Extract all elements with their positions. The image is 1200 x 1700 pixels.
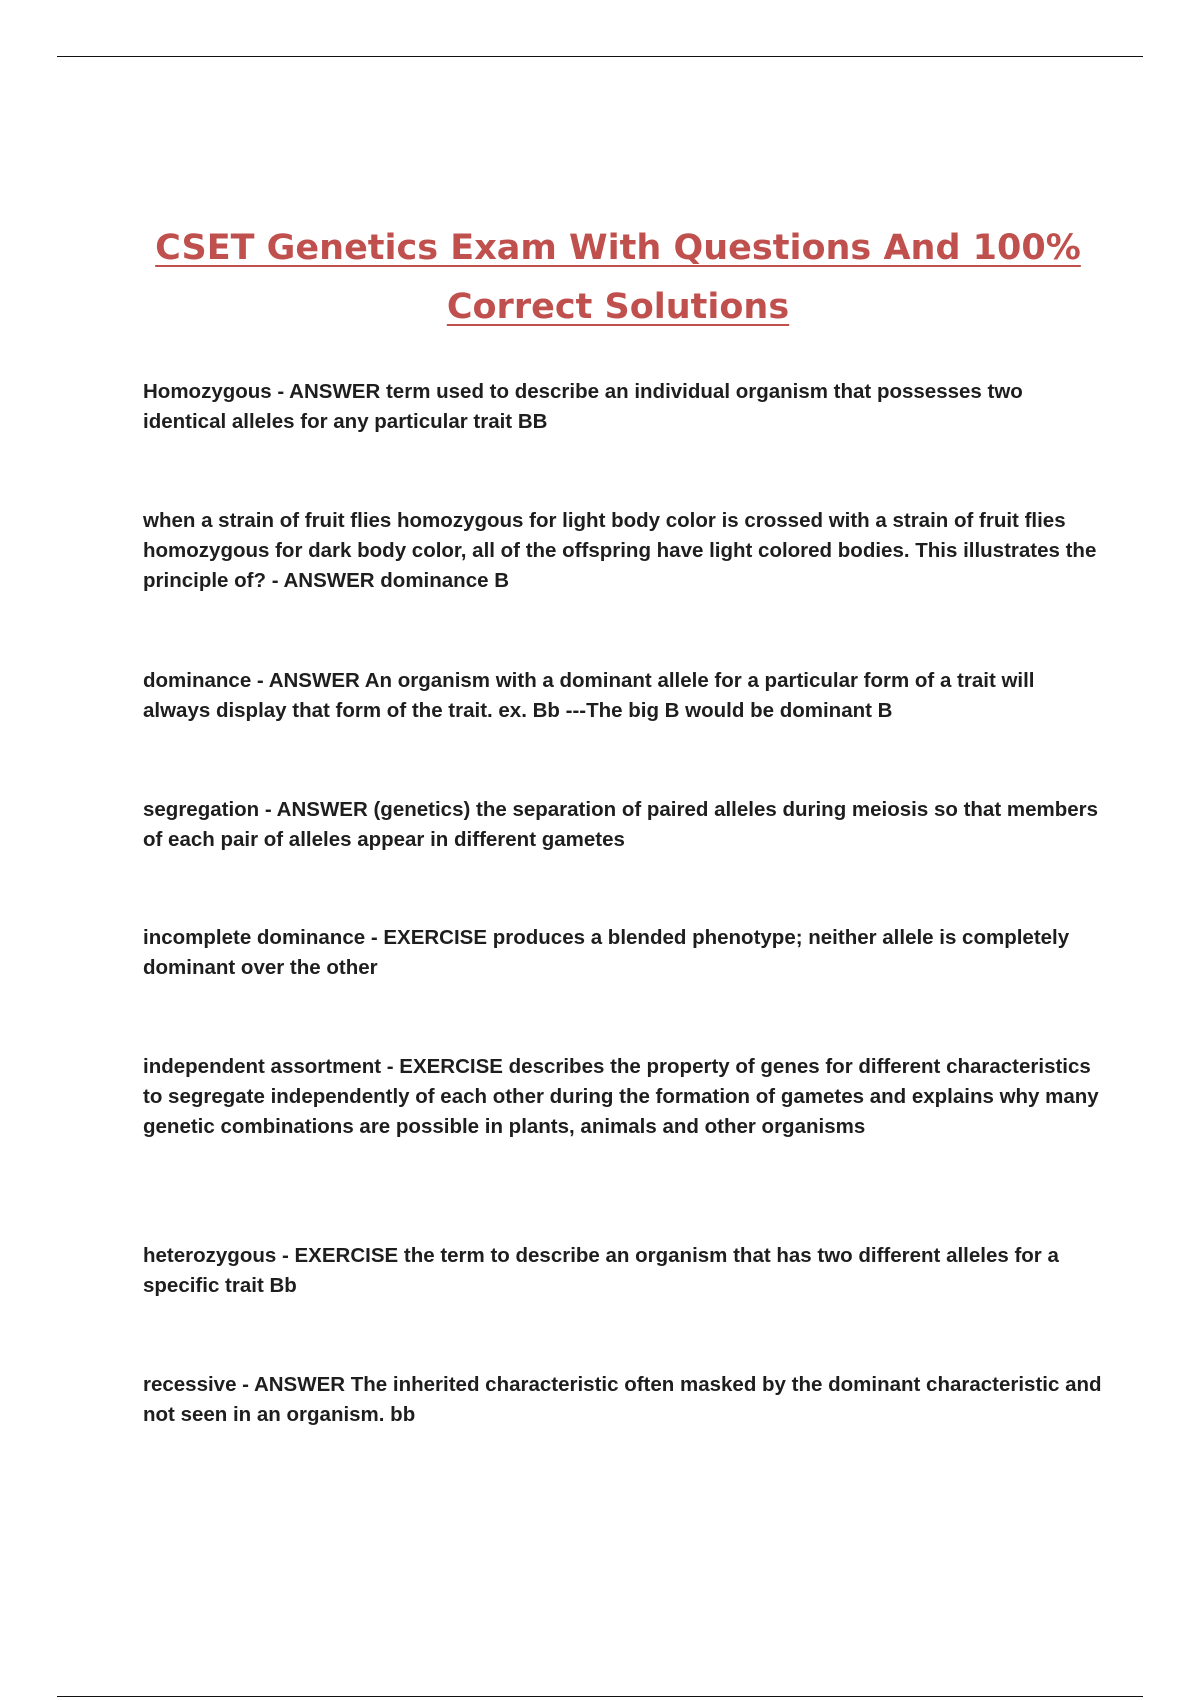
entry-incomplete-dominance <box>143 923 1103 983</box>
entry-label: ANSWER <box>283 569 375 592</box>
entry-text: dominance B <box>380 569 509 592</box>
entry-label: EXERCISE <box>399 1055 503 1078</box>
entry-text: An organism with a dominant allele for a particular form of a trait will always display that form of the trait. ex. Bb ---The big B would be dominant B <box>143 669 1035 722</box>
entry-text: describes the property of genes for different characteristics to segregate independently of each other during the formation of gametes and explains why many genetic combinations are possible in plants, animals and other organisms <box>143 1055 1099 1138</box>
entry-term: Homozygous <box>143 380 272 403</box>
entry-text: (genetics) the separation of paired alleles during meiosis so that members of each pair of alleles appear in different gametes <box>143 798 1099 851</box>
entry-recessive <box>143 1370 1103 1430</box>
entry-separator: - <box>251 669 269 692</box>
entry-text: term used to describe an individual organism that possesses two identical alleles for any particular trait BB <box>143 380 1023 433</box>
entry-fruit-flies-question <box>143 506 1103 596</box>
entry-separator: - <box>276 1244 295 1267</box>
entry-separator: - <box>236 1373 254 1396</box>
entry-text: The inherited characteristic often masked by the dominant characteristic and not seen in an organism. bb <box>143 1373 1102 1426</box>
entry-label: EXERCISE <box>294 1244 399 1267</box>
entry-homozygous <box>143 377 1103 437</box>
entry-term: independent assortment <box>143 1055 382 1078</box>
title-line-1: CSET Genetics Exam With Questions And 100% <box>155 228 1081 269</box>
entry-label: ANSWER <box>289 380 381 403</box>
entry-label: ANSWER <box>268 669 360 692</box>
entry-separator: - <box>381 1055 400 1078</box>
entry-separator: - <box>365 926 384 949</box>
entry-label: ANSWER <box>276 798 368 821</box>
entry-heterozygous <box>143 1241 1103 1301</box>
entry-term: incomplete dominance <box>143 926 366 949</box>
entry-separator: - <box>266 569 284 592</box>
document-title <box>100 219 1136 337</box>
top-divider <box>57 56 1143 57</box>
entry-term: dominance <box>143 669 252 692</box>
title-line-2: Correct Solutions <box>446 287 790 328</box>
entry-term: when a strain of fruit flies homozygous for light body color is crossed with a strain of fruit flies homozygous for dark body color, all of the offspring have light colored bodies. This illustrates the principle of? <box>143 509 1097 592</box>
entry-text: produces a blended phenotype; neither allele is completely dominant over the other <box>143 926 1070 979</box>
entry-term: recessive <box>143 1373 237 1396</box>
entry-text: the term to describe an organism that has two different alleles for a specific trait Bb <box>143 1244 1059 1297</box>
entry-dominance <box>143 666 1103 726</box>
entry-term: heterozygous <box>143 1244 277 1267</box>
entry-label: EXERCISE <box>383 926 488 949</box>
bottom-divider <box>57 1696 1143 1697</box>
entry-independent-assortment <box>143 1052 1103 1142</box>
entry-label: ANSWER <box>253 1373 346 1396</box>
entry-term: segregation <box>143 798 260 821</box>
entry-separator: - <box>271 380 290 403</box>
entry-segregation <box>143 795 1103 855</box>
entry-separator: - <box>259 798 277 821</box>
